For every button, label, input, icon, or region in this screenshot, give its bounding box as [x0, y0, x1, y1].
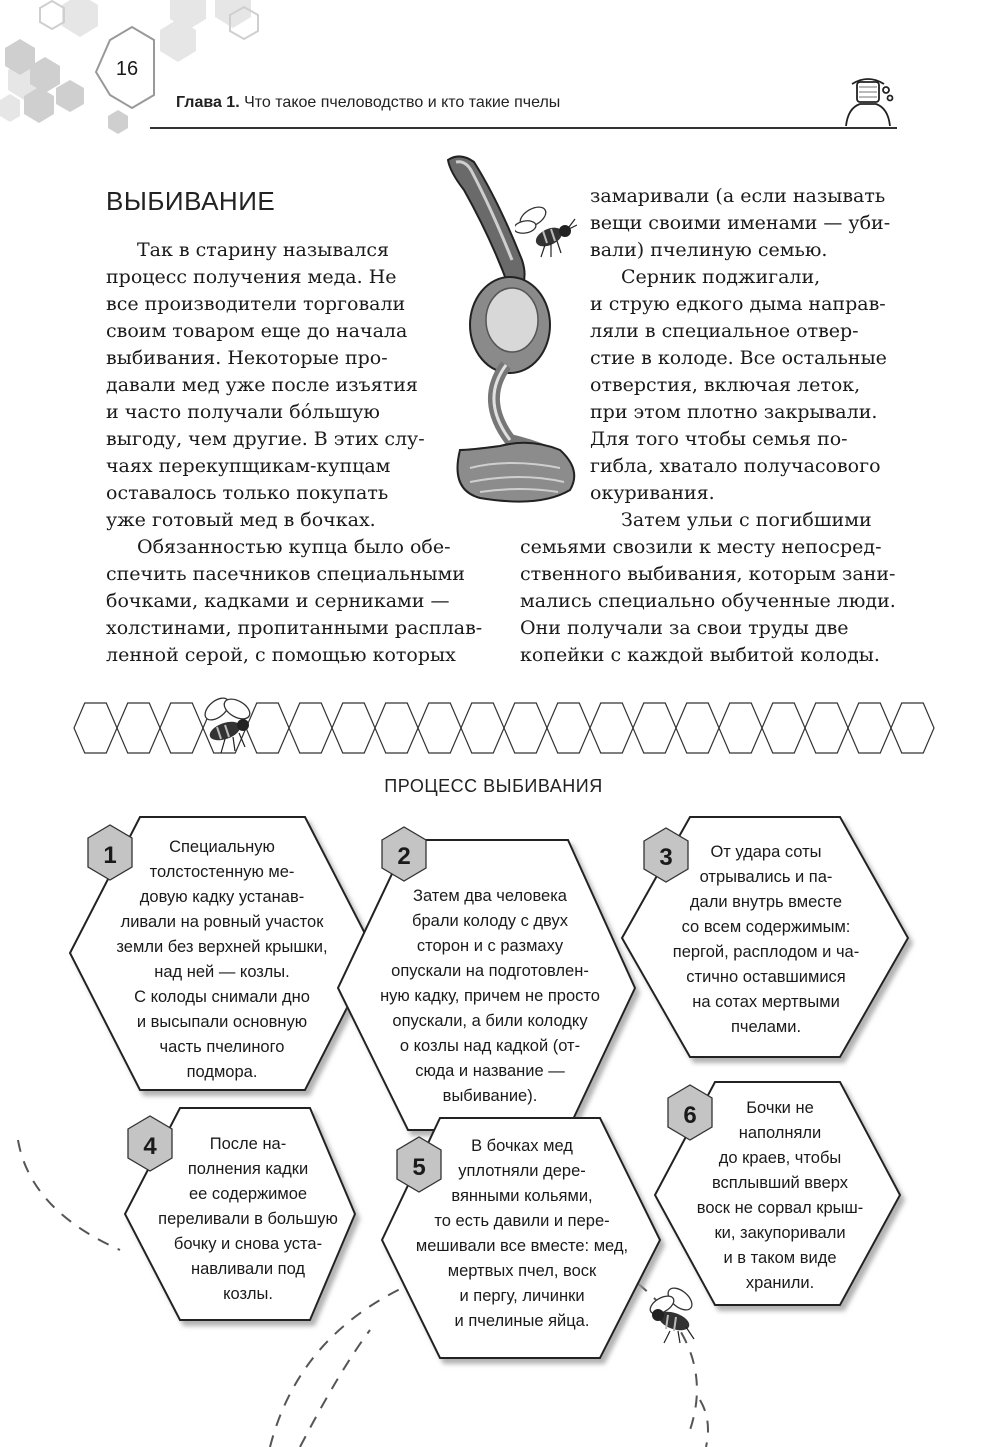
honey-spoon-illustration: [440, 150, 590, 510]
text-line: Они получали за свои труды две: [520, 617, 849, 639]
page-number: 16: [115, 58, 139, 80]
text-line: ленной серой, с помощью которых: [106, 644, 456, 666]
text-line: бочками, кадками и серниками —: [106, 590, 450, 612]
text-line: Затем ульи с погибшими: [621, 509, 872, 531]
text-line: мались специально обученные люди.: [520, 590, 896, 612]
step-number-6: 6: [683, 1102, 697, 1129]
text-line: семьями свозили к месту непосред-: [520, 536, 882, 558]
divider-hex: [289, 703, 332, 753]
divider-hex: [332, 703, 375, 753]
text-line: своим товаром еще до начала: [106, 320, 408, 342]
text-line: чаях перекупщикам-купцам: [106, 455, 391, 477]
step-number-1: 1: [103, 842, 117, 869]
divider-hex: [805, 703, 848, 753]
text-line: спечить пасечников специальными: [106, 563, 465, 585]
divider-hex: [504, 703, 547, 753]
text-line: гибла, хватало получасового: [590, 455, 881, 477]
text-line: Так в старину назывался: [137, 239, 390, 261]
divider-hex: [74, 703, 117, 753]
section-title: ВЫБИВАНИЕ: [106, 186, 276, 216]
text-line: и часто получали бо́льшую: [106, 401, 380, 423]
text-line: выбивания. Некоторые про-: [106, 347, 388, 369]
chapter-title: Что такое пчеловодство и кто такие пчелы: [244, 94, 561, 111]
divider-hex: [633, 703, 676, 753]
divider-hex: [762, 703, 805, 753]
text-line: и струю едкого дыма направ-: [590, 293, 886, 315]
divider-hex: [117, 703, 160, 753]
bee-icon: [640, 1285, 706, 1345]
divider-hex: [848, 703, 891, 753]
text-line: замаривали (а если называть: [590, 185, 886, 207]
text-line: окуривания.: [590, 482, 715, 504]
text-line: ляли в специальное отвер-: [590, 320, 859, 342]
step-number-3: 3: [659, 844, 673, 871]
divider-hex: [461, 703, 504, 753]
text-line: оставалось только покупать: [106, 482, 389, 504]
divider-hex: [375, 703, 418, 753]
divider-hex: [676, 703, 719, 753]
text-line: давали мед уже после изъятия: [106, 374, 418, 396]
text-line: при этом плотно закрывали.: [590, 401, 878, 423]
text-line: отверстия, включая леток,: [590, 374, 861, 396]
divider-hex: [418, 703, 461, 753]
text-line: уже готовый мед в бочках.: [106, 509, 376, 531]
text-line: Серник поджигали,: [621, 266, 821, 288]
text-line: все производители торговали: [106, 293, 406, 315]
text-line: вали) пчелиную семью.: [590, 239, 828, 261]
step-number-4: 4: [143, 1133, 157, 1160]
step-number-2: 2: [397, 843, 411, 870]
running-head: [176, 94, 560, 112]
header-rule: [150, 127, 897, 129]
text-line: выгоду, чем другие. В этих слу-: [106, 428, 425, 450]
text-line: стие в колоде. Все остальные: [590, 347, 887, 369]
bee-icon: [515, 205, 577, 263]
chapter-label: Глава 1.: [176, 94, 240, 111]
bee-icon: [195, 695, 261, 757]
text-line: копейки с каждой выбитой колоды.: [520, 644, 880, 666]
text-line: Обязанностью купца было обе-: [137, 536, 451, 558]
step-number-5: 5: [412, 1154, 426, 1181]
text-line: ственного выбивания, которым зани-: [520, 563, 896, 585]
diagram-title: ПРОЦЕСС ВЫБИВАНИЯ: [384, 776, 603, 796]
text-line: вещи своими именами — уби-: [590, 212, 891, 234]
text-line: Для того чтобы семья по-: [590, 428, 848, 450]
divider-hex: [891, 703, 934, 753]
divider-hex: [547, 703, 590, 753]
text-line: процесс получения меда. Не: [106, 266, 397, 288]
beekeeper-icon: [840, 68, 900, 128]
divider-hex: [719, 703, 762, 753]
divider-hex: [590, 703, 633, 753]
text-line: холстинами, пропитанными расплав-: [106, 617, 483, 639]
